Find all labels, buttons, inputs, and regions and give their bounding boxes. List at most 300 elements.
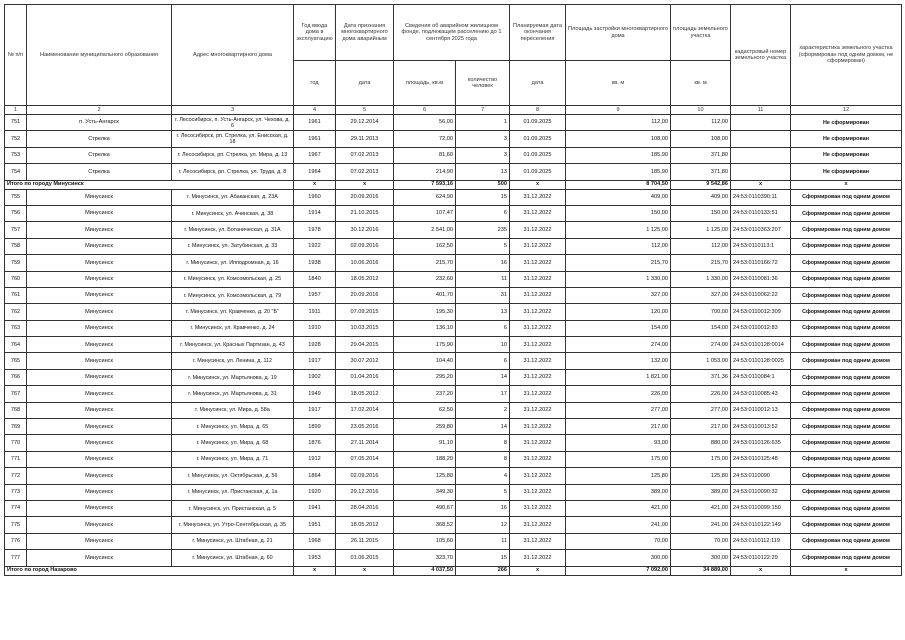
row-land-status: Сформирован под одним домом: [791, 517, 902, 533]
table-row: [5, 189, 902, 205]
row-area: 215,70: [394, 255, 456, 271]
table-row: [5, 419, 902, 435]
row-year: 1957: [294, 287, 336, 303]
row-number: 760: [5, 271, 27, 287]
row-number: 756: [5, 205, 27, 221]
row-area: 91,10: [394, 435, 456, 451]
row-municipality: Минусинск: [27, 419, 172, 435]
row-address: г. Минусинск, ул. Пристанская, д. 1а: [172, 484, 294, 500]
row-cadastral: 24:53:0110085:43: [731, 386, 791, 402]
row-cadastral: 24:53:0110062:22: [731, 287, 791, 303]
col-header-address: Адрес многоквартирного дома: [172, 5, 294, 106]
row-land-area: 215,70: [671, 255, 731, 271]
table-row: [5, 500, 902, 516]
row-building-area: 150,00: [566, 205, 671, 221]
column-number: 12: [791, 106, 902, 115]
row-end-date: 31.12.2022: [510, 517, 566, 533]
row-cadastral: 24:53:0110128:0014: [731, 337, 791, 353]
row-municipality: Минусинск: [27, 353, 172, 369]
row-number: 773: [5, 484, 27, 500]
row-address: г. Минусинск, ул. Абаканская, д. 23А: [172, 189, 294, 205]
row-people: 15: [456, 550, 510, 566]
row-building-area: 175,00: [566, 451, 671, 467]
row-end-date: 31.12.2022: [510, 287, 566, 303]
row-municipality: Минусинск: [27, 238, 172, 254]
header-row: [5, 5, 902, 61]
column-number: 8: [510, 106, 566, 115]
row-end-date: 31.12.2022: [510, 189, 566, 205]
row-land-status: Не сформирован: [791, 164, 902, 180]
table-row: [5, 271, 902, 287]
row-year: 1910: [294, 320, 336, 336]
total-row: [5, 566, 902, 575]
row-area: 81,60: [394, 147, 456, 163]
row-number: 757: [5, 222, 27, 238]
row-land-status: Сформирован под одним домом: [791, 386, 902, 402]
row-area: 232,60: [394, 271, 456, 287]
row-building-area: 132,00: [566, 353, 671, 369]
table-row: [5, 369, 902, 385]
row-land-area: 70,00: [671, 533, 731, 549]
total-label: Итого по городу Минусинск: [5, 180, 294, 189]
col-header-recognition-date: Дата признания многоквартирного дома аварийным: [336, 5, 394, 61]
row-recognition-date: 17.02.2014: [336, 402, 394, 418]
total-people: 266: [456, 566, 510, 575]
row-land-status: Сформирован под одним домом: [791, 484, 902, 500]
total-cell: x: [294, 566, 336, 575]
column-number-row: [5, 106, 902, 115]
row-people: 6: [456, 205, 510, 221]
row-building-area: 185,90: [566, 147, 671, 163]
row-address: г. Минусинск, ул. Мира, д. 65: [172, 419, 294, 435]
row-municipality: Минусинск: [27, 337, 172, 353]
row-address: г. Минусинск, ул. Кравченко, д. 20 "Б": [172, 304, 294, 320]
row-area: 175,90: [394, 337, 456, 353]
row-municipality: Минусинск: [27, 320, 172, 336]
row-number: 775: [5, 517, 27, 533]
row-land-area: 125,80: [671, 468, 731, 484]
row-area: 401,70: [394, 287, 456, 303]
row-cadastral: 24:53:0110390:11: [731, 189, 791, 205]
table-row: [5, 287, 902, 303]
subheader-people: количество человек: [456, 61, 510, 106]
subheader-date: дата: [336, 61, 394, 106]
row-number: 764: [5, 337, 27, 353]
table-row: [5, 533, 902, 549]
col-header-end-date: Планируемая дата окончания переселения: [510, 5, 566, 61]
row-municipality: Минусинск: [27, 500, 172, 516]
row-year: 1912: [294, 451, 336, 467]
row-land-status: Сформирован под одним домом: [791, 205, 902, 221]
col-header-building-area: Площадь застройки многоквартирного дома: [566, 5, 671, 61]
row-land-area: 274,00: [671, 337, 731, 353]
row-end-date: 31.12.2022: [510, 419, 566, 435]
row-recognition-date: 23.05.2016: [336, 419, 394, 435]
row-land-status: Не сформирован: [791, 147, 902, 163]
row-address: г. Минусинск, ул. Ачинская, д. 38: [172, 205, 294, 221]
row-people: 11: [456, 271, 510, 287]
row-number: 755: [5, 189, 27, 205]
row-area: 237,20: [394, 386, 456, 402]
row-cadastral: 24:53:0110090:32: [731, 484, 791, 500]
row-people: 10: [456, 337, 510, 353]
total-cell: x: [510, 180, 566, 189]
row-recognition-date: 10.06.2016: [336, 255, 394, 271]
row-cadastral: [731, 164, 791, 180]
row-area: 349,30: [394, 484, 456, 500]
row-address: г. Минусинск, ул. Мира, д. 58а: [172, 402, 294, 418]
total-label: Итого по город Назарово: [5, 566, 294, 575]
row-land-area: 112,00: [671, 115, 731, 131]
row-end-date: 31.12.2022: [510, 533, 566, 549]
row-cadastral: 24:53:0110133:51: [731, 205, 791, 221]
row-recognition-date: 30.12.2016: [336, 222, 394, 238]
row-area: 62,50: [394, 402, 456, 418]
table-row: [5, 517, 902, 533]
row-cadastral: 24:53:0110125:48: [731, 451, 791, 467]
row-land-area: 226,00: [671, 386, 731, 402]
row-end-date: 31.12.2022: [510, 484, 566, 500]
row-number: 771: [5, 451, 27, 467]
row-building-area: 1 330,00: [566, 271, 671, 287]
row-year: 1951: [294, 517, 336, 533]
row-area: 136,10: [394, 320, 456, 336]
row-cadastral: 24:53:0110090: [731, 468, 791, 484]
row-building-area: 300,00: [566, 550, 671, 566]
column-number: 9: [566, 106, 671, 115]
row-people: 31: [456, 287, 510, 303]
row-end-date: 31.12.2022: [510, 451, 566, 467]
row-end-date: 31.12.2022: [510, 500, 566, 516]
row-end-date: 31.12.2022: [510, 550, 566, 566]
row-cadastral: 24:53:0110122:29: [731, 550, 791, 566]
row-land-area: 1 125,00: [671, 222, 731, 238]
row-recognition-date: 18.05.2012: [336, 517, 394, 533]
row-land-status: Сформирован под одним домом: [791, 222, 902, 238]
row-number: 758: [5, 238, 27, 254]
row-year: 1876: [294, 435, 336, 451]
row-municipality: Минусинск: [27, 484, 172, 500]
row-building-area: 70,00: [566, 533, 671, 549]
row-recognition-date: 01.06.2015: [336, 550, 394, 566]
table-row: [5, 131, 902, 147]
row-recognition-date: 29.11.2013: [336, 131, 394, 147]
row-year: 1917: [294, 402, 336, 418]
row-recognition-date: 26.11.2015: [336, 533, 394, 549]
subheader-building-sqm: кв. м: [566, 61, 671, 106]
row-address: г. Минусинск, ул. Мартьянова, д. 31: [172, 386, 294, 402]
row-land-status: Сформирован под одним домом: [791, 320, 902, 336]
total-cell: x: [336, 566, 394, 575]
row-land-area: 112,00: [671, 238, 731, 254]
row-recognition-date: 29.04.2015: [336, 337, 394, 353]
row-address: г. Минусинск, ул. Штабная, д. 60: [172, 550, 294, 566]
row-cadastral: 24:53:0110126:635: [731, 435, 791, 451]
row-recognition-date: 02.09.2016: [336, 468, 394, 484]
row-people: 5: [456, 484, 510, 500]
row-area: 125,80: [394, 468, 456, 484]
row-end-date: 01.09.2025: [510, 147, 566, 163]
row-cadastral: 24:53:0110099:150: [731, 500, 791, 516]
row-number: 765: [5, 353, 27, 369]
row-land-area: 1 053,00: [671, 353, 731, 369]
row-recognition-date: 18.05.2012: [336, 271, 394, 287]
table-row: [5, 451, 902, 467]
table-row: [5, 402, 902, 418]
row-municipality: Минусинск: [27, 533, 172, 549]
row-address: г. Минусинск, ул. Затубинская, д. 33: [172, 238, 294, 254]
row-land-status: Сформирован под одним домом: [791, 369, 902, 385]
row-end-date: 31.12.2022: [510, 468, 566, 484]
row-building-area: 277,00: [566, 402, 671, 418]
row-people: 235: [456, 222, 510, 238]
table-row: [5, 353, 902, 369]
row-land-area: 880,00: [671, 435, 731, 451]
total-cell: x: [791, 180, 902, 189]
total-area: 7 593,16: [394, 180, 456, 189]
col-header-year: Год ввода дома в эксплуатацию: [294, 5, 336, 61]
column-number: 4: [294, 106, 336, 115]
row-land-area: 371,80: [671, 147, 731, 163]
row-land-status: Сформирован под одним домом: [791, 468, 902, 484]
row-municipality: Минусинск: [27, 435, 172, 451]
row-year: 1914: [294, 205, 336, 221]
row-cadastral: 24:53:0110112:119: [731, 533, 791, 549]
row-land-status: Сформирован под одним домом: [791, 500, 902, 516]
row-land-status: Сформирован под одним домом: [791, 304, 902, 320]
row-building-area: 409,00: [566, 189, 671, 205]
row-land-status: Сформирован под одним домом: [791, 353, 902, 369]
subheader-end-date: дата: [510, 61, 566, 106]
column-number: 11: [731, 106, 791, 115]
row-cadastral: 24:53:0110128:0025: [731, 353, 791, 369]
row-building-area: 1 821,00: [566, 369, 671, 385]
row-recognition-date: 20.09.2016: [336, 189, 394, 205]
row-end-date: 31.12.2022: [510, 320, 566, 336]
total-cell: x: [294, 180, 336, 189]
row-end-date: 01.09.2025: [510, 164, 566, 180]
row-people: 15: [456, 189, 510, 205]
row-land-status: Сформирован под одним домом: [791, 533, 902, 549]
row-address: г. Минусинск, ул. Ипподромная, д. 16: [172, 255, 294, 271]
row-recognition-date: 27.11.2014: [336, 435, 394, 451]
row-year: 1978: [294, 222, 336, 238]
row-end-date: 31.12.2022: [510, 255, 566, 271]
row-municipality: Стрелка: [27, 131, 172, 147]
row-municipality: п. Усть-Ангарск: [27, 115, 172, 131]
row-people: 11: [456, 533, 510, 549]
col-header-number: № п/п: [5, 5, 27, 106]
row-land-area: 371,80: [671, 164, 731, 180]
total-people: 500: [456, 180, 510, 189]
row-end-date: 31.12.2022: [510, 353, 566, 369]
row-area: 105,60: [394, 533, 456, 549]
row-year: 1953: [294, 550, 336, 566]
row-year: 1949: [294, 386, 336, 402]
row-land-area: 421,00: [671, 500, 731, 516]
row-land-status: Сформирован под одним домом: [791, 402, 902, 418]
row-land-area: 409,00: [671, 189, 731, 205]
total-cell: x: [731, 566, 791, 575]
row-cadastral: 24:53:0110013:52: [731, 419, 791, 435]
row-people: 14: [456, 369, 510, 385]
row-building-area: 185,90: [566, 164, 671, 180]
row-address: г. Минусинск, ул. Ботаническая, д. 31А: [172, 222, 294, 238]
row-end-date: 01.09.2025: [510, 131, 566, 147]
row-municipality: Минусинск: [27, 386, 172, 402]
col-header-municipality: Наименование муниципального образования: [27, 5, 172, 106]
table-body-first: [5, 115, 902, 181]
row-land-status: Сформирован под одним домом: [791, 255, 902, 271]
total-cell: x: [510, 566, 566, 575]
row-people: 3: [456, 131, 510, 147]
row-recognition-date: 07.05.2014: [336, 451, 394, 467]
total-area: 4 037,50: [394, 566, 456, 575]
column-number: 7: [456, 106, 510, 115]
table-row: [5, 320, 902, 336]
row-municipality: Минусинск: [27, 205, 172, 221]
row-land-area: 154,00: [671, 320, 731, 336]
row-end-date: 31.12.2022: [510, 238, 566, 254]
table-row: [5, 550, 902, 566]
row-number: 759: [5, 255, 27, 271]
table-row: [5, 205, 902, 221]
row-building-area: 274,00: [566, 337, 671, 353]
total-land-area: 34 889,00: [671, 566, 731, 575]
row-end-date: 31.12.2022: [510, 369, 566, 385]
row-recognition-date: 29.12.2014: [336, 115, 394, 131]
row-land-area: 1 330,00: [671, 271, 731, 287]
row-end-date: 31.12.2022: [510, 402, 566, 418]
table-row: [5, 304, 902, 320]
table-row: [5, 147, 902, 163]
row-land-area: 389,00: [671, 484, 731, 500]
emergency-housing-table: [4, 4, 902, 576]
row-land-status: Сформирован под одним домом: [791, 238, 902, 254]
row-cadastral: 24:53:0110113:1: [731, 238, 791, 254]
row-building-area: 226,00: [566, 386, 671, 402]
row-year: 1961: [294, 131, 336, 147]
row-area: 195,30: [394, 304, 456, 320]
col-header-cadastral: кадастровый номер земельного участка: [731, 5, 791, 106]
row-building-area: 389,00: [566, 484, 671, 500]
row-municipality: Минусинск: [27, 468, 172, 484]
row-year: 1967: [294, 147, 336, 163]
row-recognition-date: 01.04.2016: [336, 369, 394, 385]
row-year: 1902: [294, 369, 336, 385]
row-recognition-date: 29.12.2016: [336, 484, 394, 500]
row-area: 368,52: [394, 517, 456, 533]
row-cadastral: 24:53:0110166:72: [731, 255, 791, 271]
row-people: 6: [456, 353, 510, 369]
row-recognition-date: 07.02.2013: [336, 147, 394, 163]
row-land-status: Не сформирован: [791, 131, 902, 147]
row-number: 769: [5, 419, 27, 435]
row-building-area: 327,00: [566, 287, 671, 303]
row-cadastral: [731, 115, 791, 131]
table-row: [5, 468, 902, 484]
row-address: г. Минусинск, ул. Мартьянова, д. 19: [172, 369, 294, 385]
subheader-land-sqm: кв. м: [671, 61, 731, 106]
row-end-date: 31.12.2022: [510, 222, 566, 238]
row-municipality: Минусинск: [27, 271, 172, 287]
row-address: г. Минусинск, ул. Комсомольская, д. 25: [172, 271, 294, 287]
row-address: г. Минусинск, ул. Ленина, д. 112: [172, 353, 294, 369]
row-land-area: 327,00: [671, 287, 731, 303]
row-municipality: Минусинск: [27, 550, 172, 566]
row-land-area: 108,00: [671, 131, 731, 147]
row-address: г. Минусинск, ул. Мира, д. 71: [172, 451, 294, 467]
table-body-second: [5, 189, 902, 566]
row-area: 72,00: [394, 131, 456, 147]
row-land-area: 300,00: [671, 550, 731, 566]
total-row: [5, 180, 902, 189]
row-area: 490,67: [394, 500, 456, 516]
row-cadastral: 24:53:0110363:207: [731, 222, 791, 238]
col-header-land-status: характеристика земельного участка (сформирован под одним домом, не сформирован): [791, 5, 902, 106]
row-land-area: 241,00: [671, 517, 731, 533]
row-number: 774: [5, 500, 27, 516]
row-municipality: Минусинск: [27, 287, 172, 303]
row-building-area: 112,00: [566, 115, 671, 131]
row-people: 14: [456, 419, 510, 435]
row-people: 2: [456, 402, 510, 418]
row-municipality: Минусинск: [27, 304, 172, 320]
row-municipality: Минусинск: [27, 222, 172, 238]
row-recognition-date: 28.04.2016: [336, 500, 394, 516]
row-recognition-date: 02.09.2016: [336, 238, 394, 254]
row-land-area: 700,00: [671, 304, 731, 320]
row-land-area: 150,00: [671, 205, 731, 221]
row-land-area: 277,00: [671, 402, 731, 418]
row-area: 107,47: [394, 205, 456, 221]
row-year: 1911: [294, 304, 336, 320]
row-year: 1899: [294, 419, 336, 435]
row-number: 752: [5, 131, 27, 147]
total-cell: x: [791, 566, 902, 575]
row-cadastral: 24:53:0110081:36: [731, 271, 791, 287]
row-land-status: Сформирован под одним домом: [791, 419, 902, 435]
row-building-area: 1 125,00: [566, 222, 671, 238]
row-recognition-date: 07.09.2015: [336, 304, 394, 320]
row-year: 1840: [294, 271, 336, 287]
row-land-status: Не сформирован: [791, 115, 902, 131]
row-end-date: 31.12.2022: [510, 304, 566, 320]
row-cadastral: 24:53:0110084:1: [731, 369, 791, 385]
col-header-land-area: площадь земельного участка: [671, 5, 731, 61]
row-year: 1917: [294, 353, 336, 369]
row-land-area: 371,36: [671, 369, 731, 385]
row-land-status: Сформирован под одним домом: [791, 550, 902, 566]
row-address: г. Лесосибирск, рп. Стрелка, ул. Труда, д. 8: [172, 164, 294, 180]
row-address: г. Минусинск, ул. Красных Партизан, д. 43: [172, 337, 294, 353]
row-cadastral: 24:53:0110122:149: [731, 517, 791, 533]
row-end-date: 31.12.2022: [510, 271, 566, 287]
column-number: 1: [5, 106, 27, 115]
row-number: 754: [5, 164, 27, 180]
row-number: 770: [5, 435, 27, 451]
total-building-area: 7 092,00: [566, 566, 671, 575]
row-recognition-date: 18.05.2012: [336, 386, 394, 402]
total-land-area: 9 542,86: [671, 180, 731, 189]
row-year: 1941: [294, 500, 336, 516]
row-number: 766: [5, 369, 27, 385]
row-people: 4: [456, 468, 510, 484]
row-land-status: Сформирован под одним домом: [791, 271, 902, 287]
row-number: 767: [5, 386, 27, 402]
row-building-area: 93,00: [566, 435, 671, 451]
row-building-area: 217,00: [566, 419, 671, 435]
